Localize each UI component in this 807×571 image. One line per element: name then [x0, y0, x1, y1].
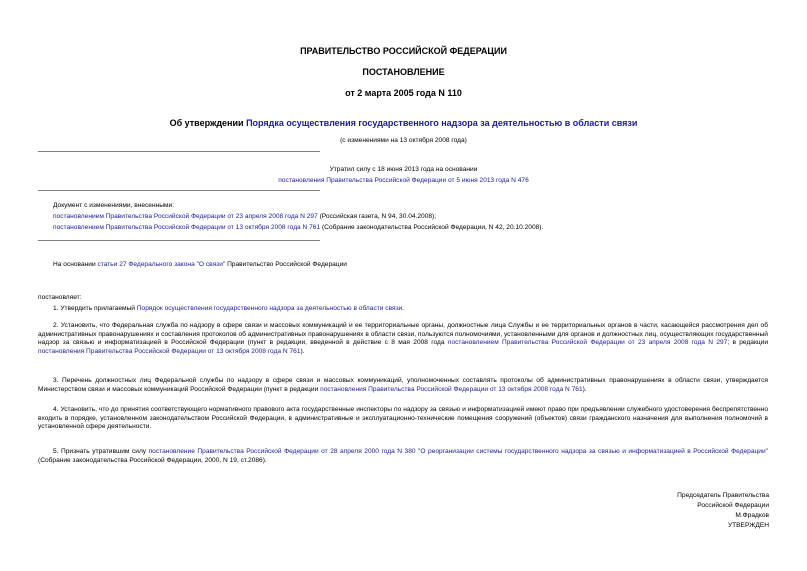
resolves-label: постановляет: — [38, 294, 82, 301]
approved-label: УТВЕРЖДЕН — [727, 522, 769, 529]
paragraph-1 — [53, 305, 768, 314]
lost-force-note — [0, 164, 807, 186]
p5-suffix: (Собрание законодательства Российской Федерации, 2000, N 19, ст.2086). — [38, 456, 267, 464]
basis-prefix: На основании — [53, 261, 98, 268]
p1-suffix: . — [402, 305, 405, 312]
p2-suffix: ). — [300, 348, 305, 356]
authority-heading: ПРАВИТЕЛЬСТВО РОССИЙСКОЙ ФЕДЕРАЦИИ — [300, 46, 507, 56]
basis-paragraph — [53, 261, 753, 270]
changes-note: (с изменениями на 13 октября 2008 года) — [340, 137, 467, 144]
amendment-item — [53, 222, 753, 233]
p1-prefix: 1. Утвердить прилагаемый — [53, 305, 137, 312]
p2-link-1[interactable]: постановлением Правительства Российской Федерации от 23 апреля 2008 года N 297 — [447, 339, 728, 347]
divider-3 — [38, 240, 320, 241]
p3-link[interactable]: постановления Правительства Российской Федерации от 13 октября 2008 года N 761 — [320, 385, 583, 393]
signature-organization: Российской Федерации — [697, 502, 769, 509]
title-prefix: Об утверждении — [169, 118, 247, 128]
lost-force-text: Утратил силу с 18 июня 2013 года на основании — [329, 166, 478, 173]
amendment-source: (Собрание законодательства Российской Федерации, N 42, 20.10.2008). — [320, 224, 544, 231]
amendments-block — [53, 200, 753, 233]
p2-text: 2. Установить, что Федеральная служба по надзору в сфере связи и массовых коммуникаций и ее территориальные органы, должностные лица Службы и ее территориальных органов в части, касающейся рассмотрения дел об административных правонарушениях и составления протоколов об административных правонарушениях в области связи, пользуются полномочиями, установленными для органов и должностных лиц, осуществляющих государственный надзор за связью и информатизацией в Российской Федерации (пункт в редакции, введенной в действие с 8 мая 2008 года — [38, 322, 768, 347]
paragraph-3 — [38, 377, 768, 394]
p1-link[interactable]: Порядок осуществления государственного надзора за деятельностью в области связи — [136, 305, 403, 312]
signature-block — [677, 491, 769, 531]
p5-link[interactable]: постановление Правительства Российской Федерации от 28 апреля 2000 года N 380 "О реорганизации системы государственного надзора за связью и информатизацией в Российской Федерации" — [148, 448, 768, 455]
basis-suffix: Правительство Российской Федерации — [225, 261, 347, 268]
p2-link-2[interactable]: постановления Правительства Российской Федерации от 13 октября 2008 года N 761 — [38, 348, 301, 356]
divider-2 — [38, 190, 320, 191]
paragraph-4: 4. Установить, что до принятия соответствующего нормативного правового акта государственные инспекторы по надзору за связью и информатизацией имеют право при предъявлении служебного удостоверения беспрепятственно входить в порядке, установленном законодательством Российской Федерации, в административные и эксплуатационно-технические помещения сооружений (объектов) связи гражданского назначения для выполнения полномочий в установленной сфере деятельности. — [38, 406, 768, 431]
title-link[interactable]: Порядка осуществления государственного надзора за деятельностью в области связи — [246, 118, 638, 128]
lost-force-link[interactable]: постановления Правительства Российской Федерации от 5 июня 2013 года N 476 — [278, 177, 529, 184]
document-type: ПОСТАНОВЛЕНИЕ — [362, 67, 445, 77]
p2-mid: ; в редакции — [727, 339, 768, 347]
document-date-number: от 2 марта 2005 года N 110 — [345, 88, 462, 98]
divider-1 — [38, 151, 320, 152]
paragraph-5 — [38, 448, 768, 465]
signature-position: Председатель Правительства — [677, 492, 769, 499]
amendments-heading: Документ с изменениями, внесенными: — [53, 202, 175, 209]
amendment-link[interactable]: постановлением Правительства Российской Федерации от 13 октября 2008 года N 761 — [53, 224, 321, 231]
basis-link[interactable]: статьи 27 Федерального закона "О связи" — [97, 261, 226, 268]
p3-suffix: ). — [582, 385, 587, 393]
paragraph-2 — [38, 322, 768, 357]
amendment-source: (Российская газета, N 94, 30.04.2008); — [317, 213, 437, 220]
p3-text: 3. Перечень должностных лиц Федеральной службы по надзору в сфере связи и массовых коммуникаций, уполномоченных составлять протоколы об административных правонарушениях в области связи, утверждается Министерством связи и массовых коммуникаций Российской Федерации (пункт в редакции — [38, 377, 768, 393]
amendment-item — [53, 211, 753, 222]
signature-name: М.Фрадков — [735, 512, 769, 519]
amendment-link[interactable]: постановлением Правительства Российской Федерации от 23 апреля 2008 года N 297 — [53, 213, 318, 220]
p5-prefix: 5. Признать утратившим силу — [53, 448, 149, 455]
document-title — [0, 118, 807, 128]
